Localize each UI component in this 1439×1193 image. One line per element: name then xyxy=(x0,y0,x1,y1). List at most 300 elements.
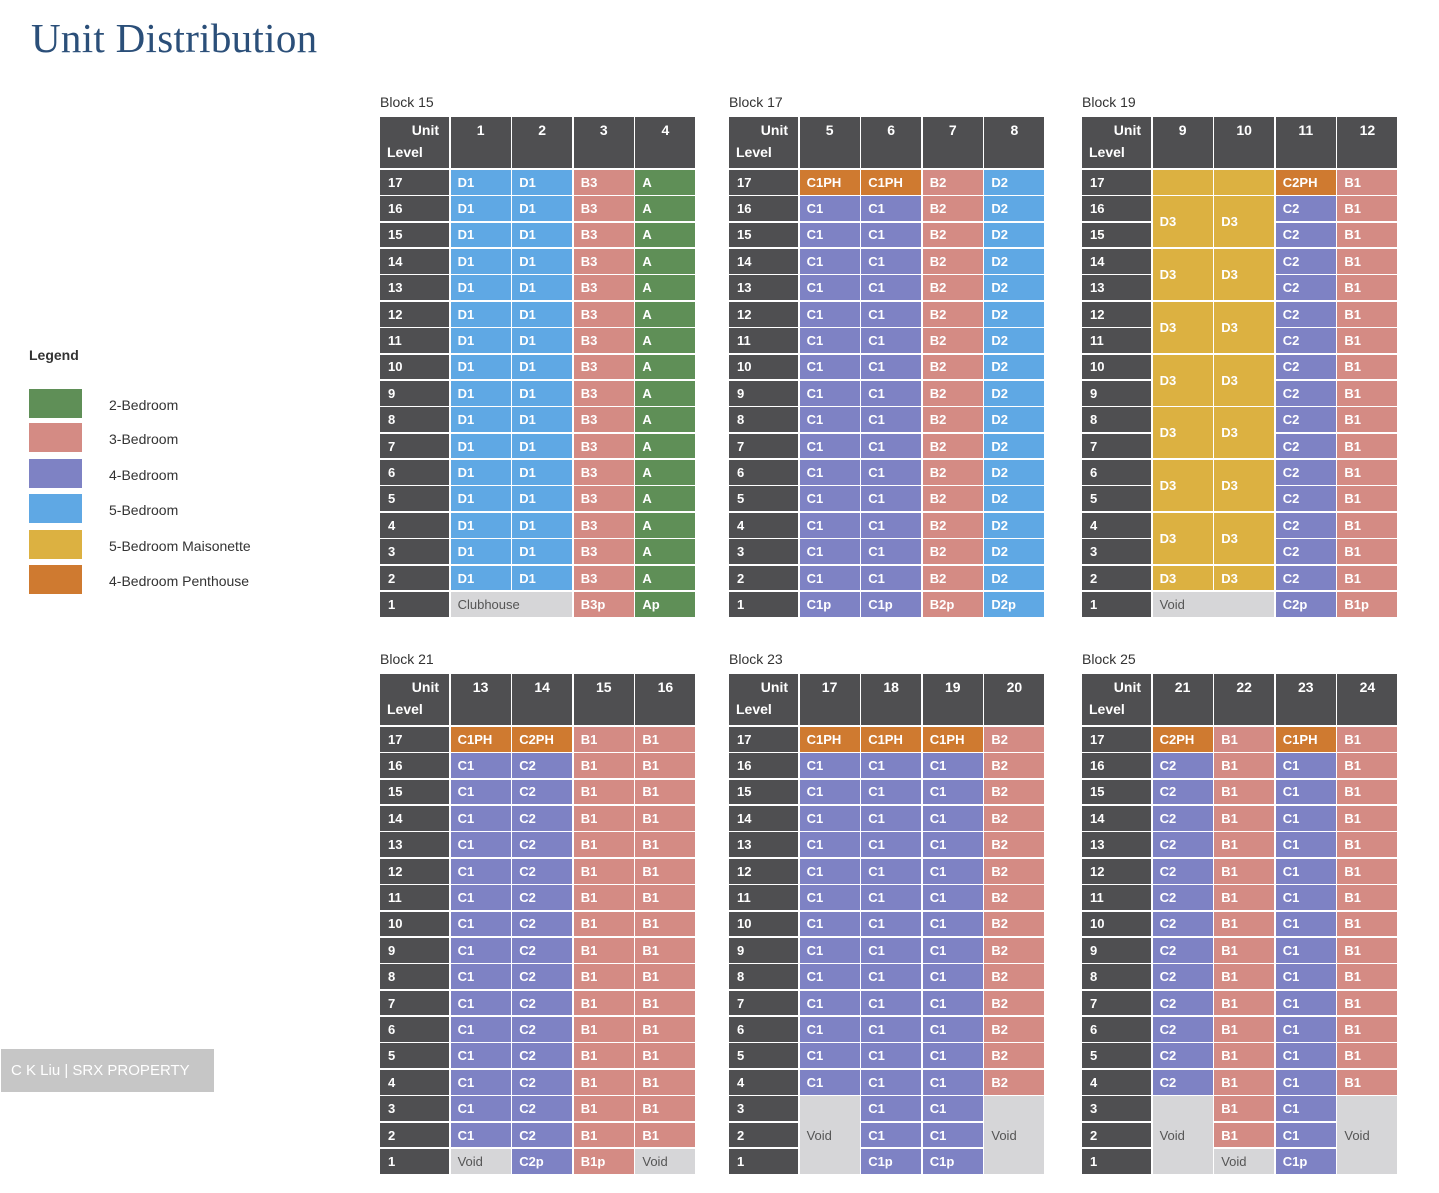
unit-cell: D3 xyxy=(1214,566,1274,591)
level-label: 12 xyxy=(1082,859,1151,884)
unit-cell: B2 xyxy=(923,407,983,432)
level-label: 9 xyxy=(380,938,449,963)
unit-cell: B1 xyxy=(1337,355,1397,380)
unit-cell: B1 xyxy=(1337,938,1397,963)
unit-cell: B1 xyxy=(635,780,695,805)
unit-cell: D3 xyxy=(1214,513,1274,564)
unit-cell: D2 xyxy=(984,170,1044,195)
unit-header: 13 xyxy=(451,674,511,725)
legend-swatch xyxy=(29,459,82,488)
level-label: 4 xyxy=(1082,1070,1151,1095)
unit-cell: B2 xyxy=(984,727,1044,752)
unit-cell: B1 xyxy=(635,912,695,937)
unit-grid xyxy=(729,117,1044,617)
unit-cell: C1 xyxy=(1276,912,1336,937)
unit-cell: C1 xyxy=(923,964,983,989)
unit-cell: A xyxy=(635,381,695,406)
unit-cell: B1 xyxy=(1337,460,1397,485)
unit-header: 3 xyxy=(574,117,634,168)
unit-cell: C2 xyxy=(512,780,572,805)
level-label: 1 xyxy=(729,1149,798,1174)
level-label: 5 xyxy=(1082,1043,1151,1068)
unit-cell: D3 xyxy=(1153,196,1213,247)
level-label: 7 xyxy=(729,991,798,1016)
unit-cell: B3 xyxy=(574,460,634,485)
unit-cell: B1 xyxy=(574,832,634,857)
unit-cell: D1 xyxy=(451,407,511,432)
unit-cell: C1 xyxy=(861,302,921,327)
unit-cell: B3 xyxy=(574,513,634,538)
unit-cell: C1 xyxy=(861,1123,921,1148)
level-label: 15 xyxy=(1082,780,1151,805)
unit-cell: C1 xyxy=(861,912,921,937)
unit-cell: Ap xyxy=(635,592,695,617)
level-label: 7 xyxy=(380,991,449,1016)
unit-cell: C1 xyxy=(800,859,860,884)
unit-cell: C1 xyxy=(861,355,921,380)
unit-cell: C2 xyxy=(1276,486,1336,511)
unit-cell: B1 xyxy=(1337,991,1397,1016)
unit-cell: C2PH xyxy=(1153,727,1213,752)
unit-cell: C1 xyxy=(1276,806,1336,831)
unit-cell: D1 xyxy=(512,513,572,538)
unit-cell: B3 xyxy=(574,170,634,195)
unit-cell: D1 xyxy=(512,302,572,327)
unit-cell: B1 xyxy=(1214,1123,1274,1148)
unit-cell: D1 xyxy=(512,486,572,511)
unit-cell: B2 xyxy=(923,539,983,564)
unit-cell: C1 xyxy=(923,1070,983,1095)
unit-cell: C1 xyxy=(923,1043,983,1068)
unit-cell: C2 xyxy=(512,753,572,778)
unit-cell: C1 xyxy=(1276,938,1336,963)
level-label: 4 xyxy=(1082,513,1151,538)
unit-cell: B2 xyxy=(923,223,983,248)
unit-cell: C1 xyxy=(923,753,983,778)
unit-cell: C2 xyxy=(1153,753,1213,778)
header-corner xyxy=(1082,117,1151,168)
unit-cell: B1 xyxy=(1214,964,1274,989)
header-unit-label: Unit xyxy=(760,679,788,695)
unit-cell: C2 xyxy=(512,1096,572,1121)
unit-cell: C1 xyxy=(923,938,983,963)
unit-header: 8 xyxy=(984,117,1044,168)
unit-cell: C1 xyxy=(861,991,921,1016)
level-label: 17 xyxy=(729,170,798,195)
unit-cell: B1 xyxy=(1337,381,1397,406)
unit-cell: C2PH xyxy=(1276,170,1336,195)
level-label: 3 xyxy=(729,539,798,564)
unit-cell: B2 xyxy=(984,780,1044,805)
unit-cell: C2p xyxy=(1276,592,1336,617)
unit-header: 14 xyxy=(512,674,572,725)
unit-cell: B1 xyxy=(1214,859,1274,884)
unit-cell: C1 xyxy=(861,1070,921,1095)
unit-cell: C2 xyxy=(1276,275,1336,300)
unit-cell: C2 xyxy=(512,912,572,937)
block-table xyxy=(380,94,695,617)
unit-cell: C1 xyxy=(1276,885,1336,910)
unit-cell: C1 xyxy=(800,381,860,406)
unit-cell: C2 xyxy=(1276,513,1336,538)
header-unit-label: Unit xyxy=(411,122,439,138)
level-label: 10 xyxy=(1082,355,1151,380)
unit-cell: B1 xyxy=(635,806,695,831)
unit-cell: C2 xyxy=(1276,381,1336,406)
unit-cell: B2 xyxy=(923,566,983,591)
unit-cell: C1 xyxy=(861,806,921,831)
unit-cell: C2 xyxy=(1153,912,1213,937)
unit-cell: B3 xyxy=(574,566,634,591)
unit-cell: B2 xyxy=(984,964,1044,989)
unit-cell: C1 xyxy=(800,885,860,910)
unit-cell: C1 xyxy=(451,1017,511,1042)
unit-cell: A xyxy=(635,355,695,380)
unit-cell: D1 xyxy=(512,460,572,485)
unit-cell: B2 xyxy=(923,302,983,327)
header-unit-label: Unit xyxy=(1113,679,1141,695)
header-corner xyxy=(1082,674,1151,725)
unit-cell: D1 xyxy=(451,355,511,380)
unit-cell: B1 xyxy=(574,885,634,910)
unit-cell: D2 xyxy=(984,434,1044,459)
legend-swatch xyxy=(29,389,82,418)
unit-cell: B3p xyxy=(574,592,634,617)
level-label: 3 xyxy=(380,539,449,564)
unit-cell: B1 xyxy=(635,753,695,778)
unit-cell: B1 xyxy=(1214,1070,1274,1095)
unit-cell: D1 xyxy=(451,275,511,300)
level-label: 7 xyxy=(729,434,798,459)
header-unit-label: Unit xyxy=(1113,122,1141,138)
legend-label: 4-Bedroom xyxy=(109,467,179,483)
unit-cell: B2 xyxy=(984,885,1044,910)
unit-cell: B1 xyxy=(1337,1070,1397,1095)
unit-cell: D3 xyxy=(1214,249,1274,300)
level-label: 13 xyxy=(729,275,798,300)
unit-cell: B2 xyxy=(923,486,983,511)
unit-cell: C1 xyxy=(451,885,511,910)
unit-header: 15 xyxy=(574,674,634,725)
unit-cell: C1 xyxy=(451,991,511,1016)
unit-cell: B3 xyxy=(574,539,634,564)
level-label: 11 xyxy=(729,885,798,910)
unit-cell: C2 xyxy=(512,964,572,989)
unit-cell: C1 xyxy=(800,513,860,538)
unit-cell: B3 xyxy=(574,196,634,221)
unit-cell: A xyxy=(635,539,695,564)
unit-cell: C1 xyxy=(1276,991,1336,1016)
level-label: 6 xyxy=(1082,460,1151,485)
unit-cell: C2 xyxy=(512,1070,572,1095)
unit-cell: D1 xyxy=(451,566,511,591)
block-title: Block 25 xyxy=(1082,651,1136,667)
unit-cell: D3 xyxy=(1214,196,1274,247)
unit-cell: C1 xyxy=(923,912,983,937)
unit-cell: D2 xyxy=(984,381,1044,406)
level-label: 1 xyxy=(729,592,798,617)
unit-cell: C1 xyxy=(861,539,921,564)
level-label: 5 xyxy=(1082,486,1151,511)
unit-cell: B1 xyxy=(1337,407,1397,432)
unit-cell: B1 xyxy=(635,859,695,884)
unit-cell: C1 xyxy=(800,355,860,380)
unit-cell: D3 xyxy=(1214,302,1274,353)
unit-cell: D3 xyxy=(1153,460,1213,511)
unit-cell: C1 xyxy=(1276,1043,1336,1068)
unit-cell: A xyxy=(635,249,695,274)
level-label: 17 xyxy=(380,170,449,195)
unit-cell: C1 xyxy=(800,328,860,353)
unit-cell: C2 xyxy=(1276,355,1336,380)
unit-cell: D1 xyxy=(512,407,572,432)
unit-cell: C1 xyxy=(451,832,511,857)
unit-cell: C1 xyxy=(451,938,511,963)
level-label: 12 xyxy=(729,302,798,327)
unit-cell: C1 xyxy=(861,566,921,591)
unit-grid xyxy=(729,674,1044,1174)
void-cell: Void xyxy=(1153,592,1275,617)
unit-cell: B2 xyxy=(923,275,983,300)
unit-cell: B2 xyxy=(923,460,983,485)
void-cell: Void xyxy=(1337,1096,1397,1174)
unit-cell: B1 xyxy=(1337,859,1397,884)
level-label: 8 xyxy=(729,964,798,989)
void-cell: Void xyxy=(1214,1149,1274,1174)
level-label: 4 xyxy=(729,1070,798,1095)
unit-header: 7 xyxy=(923,117,983,168)
unit-cell: D3 xyxy=(1153,566,1213,591)
level-label: 11 xyxy=(1082,885,1151,910)
unit-header: 23 xyxy=(1276,674,1336,725)
unit-cell: B3 xyxy=(574,302,634,327)
level-label: 16 xyxy=(729,196,798,221)
level-label: 16 xyxy=(1082,196,1151,221)
unit-cell: D1 xyxy=(451,486,511,511)
unit-header: 18 xyxy=(861,674,921,725)
level-label: 12 xyxy=(380,859,449,884)
level-label: 13 xyxy=(1082,275,1151,300)
level-label: 17 xyxy=(729,727,798,752)
unit-cell: C1PH xyxy=(800,170,860,195)
unit-cell: C2 xyxy=(1276,434,1336,459)
unit-cell: B1 xyxy=(635,964,695,989)
void-cell: Void xyxy=(451,1149,511,1174)
unit-cell: D2 xyxy=(984,460,1044,485)
unit-cell: B1 xyxy=(1214,938,1274,963)
unit-cell: B1 xyxy=(574,991,634,1016)
unit-cell: A xyxy=(635,513,695,538)
block-table xyxy=(729,651,1044,1174)
unit-cell: A xyxy=(635,460,695,485)
unit-cell: C1 xyxy=(800,780,860,805)
unit-cell: A xyxy=(635,486,695,511)
unit-cell: B2 xyxy=(984,991,1044,1016)
unit-header: 5 xyxy=(800,117,860,168)
void-cell: Void xyxy=(1153,1096,1213,1174)
unit-cell: C1 xyxy=(861,885,921,910)
unit-cell: B3 xyxy=(574,407,634,432)
level-label: 16 xyxy=(380,196,449,221)
unit-cell: C1PH xyxy=(1276,727,1336,752)
unit-cell: C1 xyxy=(451,780,511,805)
unit-cell: C1 xyxy=(800,753,860,778)
level-label: 9 xyxy=(729,381,798,406)
unit-cell: B3 xyxy=(574,275,634,300)
unit-cell: B2 xyxy=(984,1043,1044,1068)
level-label: 2 xyxy=(380,566,449,591)
block-table xyxy=(729,94,1044,617)
header-corner xyxy=(729,117,798,168)
unit-header: 10 xyxy=(1214,117,1274,168)
header-corner xyxy=(380,117,449,168)
legend-swatch xyxy=(29,565,82,594)
level-label: 2 xyxy=(380,1123,449,1148)
unit-cell: B3 xyxy=(574,434,634,459)
header-unit-label: Unit xyxy=(760,122,788,138)
block-table xyxy=(1082,651,1397,1174)
unit-cell: A xyxy=(635,170,695,195)
unit-cell: C2 xyxy=(1276,249,1336,274)
unit-cell: C1 xyxy=(800,539,860,564)
unit-cell: C1 xyxy=(1276,859,1336,884)
unit-header: 2 xyxy=(512,117,572,168)
unit-cell: D1 xyxy=(451,434,511,459)
level-label: 14 xyxy=(729,806,798,831)
unit-cell: D3 xyxy=(1153,302,1213,353)
unit-cell: C1 xyxy=(923,1017,983,1042)
unit-cell: C1 xyxy=(451,1043,511,1068)
unit-cell: C1 xyxy=(923,991,983,1016)
unit-cell: B1 xyxy=(574,727,634,752)
header-level-label: Level xyxy=(736,144,772,160)
level-label: 14 xyxy=(729,249,798,274)
unit-cell: C1 xyxy=(861,780,921,805)
unit-cell: D1 xyxy=(451,460,511,485)
level-label: 3 xyxy=(380,1096,449,1121)
level-label: 5 xyxy=(729,486,798,511)
level-label: 17 xyxy=(380,727,449,752)
unit-cell: C2 xyxy=(1276,328,1336,353)
unit-cell: C1p xyxy=(1276,1149,1336,1174)
level-label: 14 xyxy=(380,806,449,831)
header-corner xyxy=(380,674,449,725)
unit-cell: C1 xyxy=(800,407,860,432)
unit-cell: D1 xyxy=(451,249,511,274)
unit-cell: C1 xyxy=(800,832,860,857)
unit-cell: B1 xyxy=(1337,434,1397,459)
unit-cell: B1 xyxy=(1214,753,1274,778)
unit-cell: B1 xyxy=(1214,991,1274,1016)
unit-cell: C1 xyxy=(861,196,921,221)
unit-header: 4 xyxy=(635,117,695,168)
unit-cell: C2 xyxy=(512,1123,572,1148)
unit-cell: C1 xyxy=(861,753,921,778)
level-label: 4 xyxy=(380,513,449,538)
unit-cell: C1PH xyxy=(861,170,921,195)
unit-header: 21 xyxy=(1153,674,1213,725)
unit-cell: C2 xyxy=(1276,196,1336,221)
header-corner xyxy=(729,674,798,725)
unit-cell: C1 xyxy=(861,859,921,884)
level-label: 14 xyxy=(380,249,449,274)
unit-cell: B1 xyxy=(574,964,634,989)
unit-cell: D1 xyxy=(512,381,572,406)
unit-cell: C1 xyxy=(1276,780,1336,805)
unit-cell: C1p xyxy=(861,1149,921,1174)
legend-label: 4-Bedroom Penthouse xyxy=(109,573,250,589)
unit-cell: C1p xyxy=(861,592,921,617)
unit-cell: C2 xyxy=(1153,1070,1213,1095)
legend-swatch xyxy=(29,494,82,523)
unit-cell: D3 xyxy=(1153,513,1213,564)
level-label: 5 xyxy=(729,1043,798,1068)
block-table xyxy=(380,651,695,1174)
unit-cell: C2 xyxy=(512,806,572,831)
unit-cell: D1 xyxy=(512,196,572,221)
unit-cell: C1 xyxy=(800,196,860,221)
legend-label: 2-Bedroom xyxy=(109,397,179,413)
unit-cell: C2 xyxy=(512,1017,572,1042)
unit-header: 24 xyxy=(1337,674,1397,725)
unit-cell: C1 xyxy=(800,912,860,937)
unit-cell: B2p xyxy=(923,592,983,617)
unit-cell: C2 xyxy=(1153,806,1213,831)
unit-cell: C1 xyxy=(861,275,921,300)
level-label: 8 xyxy=(380,964,449,989)
unit-cell: B1 xyxy=(635,1123,695,1148)
unit-cell: B1 xyxy=(1337,964,1397,989)
unit-cell: B3 xyxy=(574,249,634,274)
level-label: 10 xyxy=(1082,912,1151,937)
unit-header: 19 xyxy=(923,674,983,725)
unit-cell: D3 xyxy=(1214,460,1274,511)
level-label: 11 xyxy=(1082,328,1151,353)
unit-cell: D3 xyxy=(1153,407,1213,458)
page-title: Unit Distribution xyxy=(31,15,318,61)
unit-cell: D1 xyxy=(512,539,572,564)
level-label: 2 xyxy=(729,566,798,591)
unit-cell: C1 xyxy=(1276,753,1336,778)
level-label: 12 xyxy=(380,302,449,327)
watermark: C K Liu | SRX PROPERTY xyxy=(1,1049,214,1092)
unit-cell: B1 xyxy=(635,832,695,857)
unit-cell: B1 xyxy=(1214,1017,1274,1042)
unit-cell: D1 xyxy=(451,328,511,353)
unit-cell: B1 xyxy=(1337,832,1397,857)
unit-cell: B1 xyxy=(1214,832,1274,857)
unit-cell: B2 xyxy=(984,1017,1044,1042)
unit-cell: D1 xyxy=(451,302,511,327)
unit-cell: B3 xyxy=(574,355,634,380)
level-label: 6 xyxy=(729,1017,798,1042)
unit-cell: C2 xyxy=(1276,539,1336,564)
unit-cell: C1PH xyxy=(800,727,860,752)
level-label: 7 xyxy=(1082,434,1151,459)
unit-cell: B1 xyxy=(635,1043,695,1068)
unit-cell: B1 xyxy=(1214,1096,1274,1121)
unit-cell: C1 xyxy=(451,912,511,937)
level-label: 6 xyxy=(729,460,798,485)
level-label: 5 xyxy=(380,486,449,511)
unit-cell: B1 xyxy=(1337,727,1397,752)
unit-cell: B2 xyxy=(984,912,1044,937)
unit-cell: C1 xyxy=(861,938,921,963)
header-level-label: Level xyxy=(1089,701,1125,717)
unit-header: 1 xyxy=(451,117,511,168)
unit-cell: C1 xyxy=(800,223,860,248)
unit-cell: C1 xyxy=(451,1096,511,1121)
